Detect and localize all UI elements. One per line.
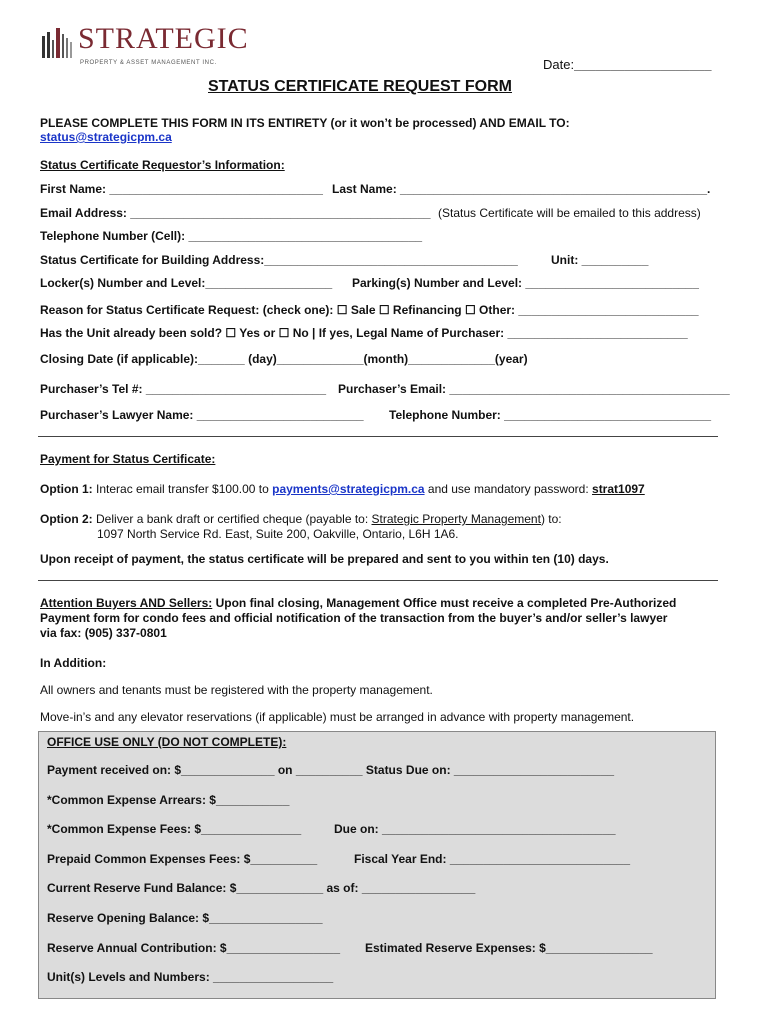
logo-tagline: PROPERTY & ASSET MANAGEMENT INC. xyxy=(80,60,217,66)
option-1-post: and use mandatory password: xyxy=(427,482,589,496)
email-note: (Status Certificate will be emailed to this address) xyxy=(438,206,701,220)
locker-field[interactable]: Locker(s) Number and Level:___________________ xyxy=(40,276,333,290)
attention-line-3: via fax: (905) 337-0801 xyxy=(40,626,167,640)
attention-line-2: Payment form for condo fees and official notification of the transaction from the buyer’s and/or seller’s lawyer xyxy=(40,611,668,625)
option-1-label: Option 1: xyxy=(40,482,93,496)
purchaser-tel-field[interactable]: Purchaser’s Tel #: ___________________________ xyxy=(40,382,327,396)
last-name-field[interactable]: Last Name: ______________________________________________. xyxy=(332,182,711,196)
payment-option-1 xyxy=(40,482,645,496)
unit-sold-field[interactable]: Has the Unit already been sold? ☐ Yes or ☐ No | If yes, Legal Name of Purchaser: ___________________________ xyxy=(40,326,688,340)
estimated-expenses-field[interactable]: Estimated Reserve Expenses: $________________ xyxy=(365,941,653,955)
section-divider xyxy=(38,436,718,437)
lawyer-name-field[interactable]: Purchaser’s Lawyer Name: _________________________ xyxy=(40,408,364,422)
first-name-field[interactable]: First Name: ________________________________ xyxy=(40,182,323,196)
option-2-text: Deliver a bank draft or certified cheque (payable to: xyxy=(96,512,369,526)
instructions-text: PLEASE COMPLETE THIS FORM IN ITS ENTIRETY (or it won’t be processed) AND EMAIL TO: xyxy=(40,116,570,130)
status-email-link[interactable]: status@strategicpm.ca xyxy=(40,130,172,144)
option-2-payee: Strategic Property Management xyxy=(371,512,541,526)
attention-line-1 xyxy=(40,596,676,610)
building-icon xyxy=(40,26,76,62)
payments-email-link[interactable]: payments@strategicpm.ca xyxy=(272,482,425,496)
attention-heading: Attention Buyers AND Sellers: xyxy=(40,596,213,610)
arrears-field[interactable]: *Common Expense Arrears: $___________ xyxy=(47,793,290,807)
payment-option-2 xyxy=(40,512,562,526)
building-address-field[interactable]: Status Certificate for Building Address:______________________________________ xyxy=(40,253,518,267)
requestor-heading: Status Certificate Requestor’s Information: xyxy=(40,158,285,172)
reason-field[interactable]: Reason for Status Certificate Request: (check one): ☐ Sale ☐ Refinancing ☐ Other: ___________________________ xyxy=(40,303,699,317)
office-heading: OFFICE USE ONLY (DO NOT COMPLETE): xyxy=(47,735,287,749)
mandatory-password: strat1097 xyxy=(592,482,645,496)
fiscal-year-field[interactable]: Fiscal Year End: ___________________________ xyxy=(354,852,631,866)
page-title: STATUS CERTIFICATE REQUEST FORM xyxy=(208,78,512,95)
date-blank[interactable]: ___________________ xyxy=(574,57,712,72)
date-field[interactable] xyxy=(543,58,711,72)
addition-line-1: All owners and tenants must be registered with the property management. xyxy=(40,683,433,697)
receipt-note: Upon receipt of payment, the status certificate will be prepared and sent to you within ten (10) days. xyxy=(40,552,609,566)
fees-field[interactable]: *Common Expense Fees: $_______________ xyxy=(47,822,302,836)
lawyer-phone-field[interactable]: Telephone Number: _______________________________ xyxy=(389,408,712,422)
unit-levels-field[interactable]: Unit(s) Levels and Numbers: __________________ xyxy=(47,970,334,984)
opening-balance-field[interactable]: Reserve Opening Balance: $_________________ xyxy=(47,911,323,925)
option-1-text: Interac email transfer $100.00 to xyxy=(96,482,269,496)
option-2-post: ) to: xyxy=(540,512,562,526)
section-divider xyxy=(38,580,718,581)
addition-line-2: Move-in’s and any elevator reservations (if applicable) must be arranged in advance with property management. xyxy=(40,710,635,724)
parking-field[interactable]: Parking(s) Number and Level: __________________________ xyxy=(352,276,699,290)
attention-text-1: Upon final closing, Management Office must receive a completed Pre-Authorized xyxy=(215,596,677,610)
payment-heading: Payment for Status Certificate: xyxy=(40,452,216,466)
addition-heading: In Addition: xyxy=(40,656,107,670)
logo-wordmark: STRATEGIC xyxy=(78,22,249,55)
prepaid-field[interactable]: Prepaid Common Expenses Fees: $__________ xyxy=(47,852,318,866)
annual-contribution-field[interactable]: Reserve Annual Contribution: $_________________ xyxy=(47,941,341,955)
closing-date-field[interactable]: Closing Date (if applicable):_______ (day)_____________(month)_____________(year) xyxy=(40,352,528,366)
option-2-label: Option 2: xyxy=(40,512,93,526)
purchaser-email-field[interactable]: Purchaser’s Email: __________________________________________ xyxy=(338,382,730,396)
option-2-address: 1097 North Service Rd. East, Suite 200, Oakville, Ontario, L6H 1A6. xyxy=(97,527,459,541)
due-on-field[interactable]: Due on: ___________________________________ xyxy=(334,822,616,836)
reserve-balance-field[interactable]: Current Reserve Fund Balance: $_____________ as of: _________________ xyxy=(47,881,476,895)
payment-received-field[interactable]: Payment received on: $______________ on __________ Status Due on: ________________________ xyxy=(47,763,615,777)
company-logo xyxy=(40,22,249,68)
email-address-field[interactable]: Email Address: _____________________________________________ xyxy=(40,206,431,220)
unit-field[interactable]: Unit: __________ xyxy=(551,253,649,267)
telephone-field[interactable]: Telephone Number (Cell): ___________________________________ xyxy=(40,229,423,243)
date-label: Date: xyxy=(543,57,575,72)
